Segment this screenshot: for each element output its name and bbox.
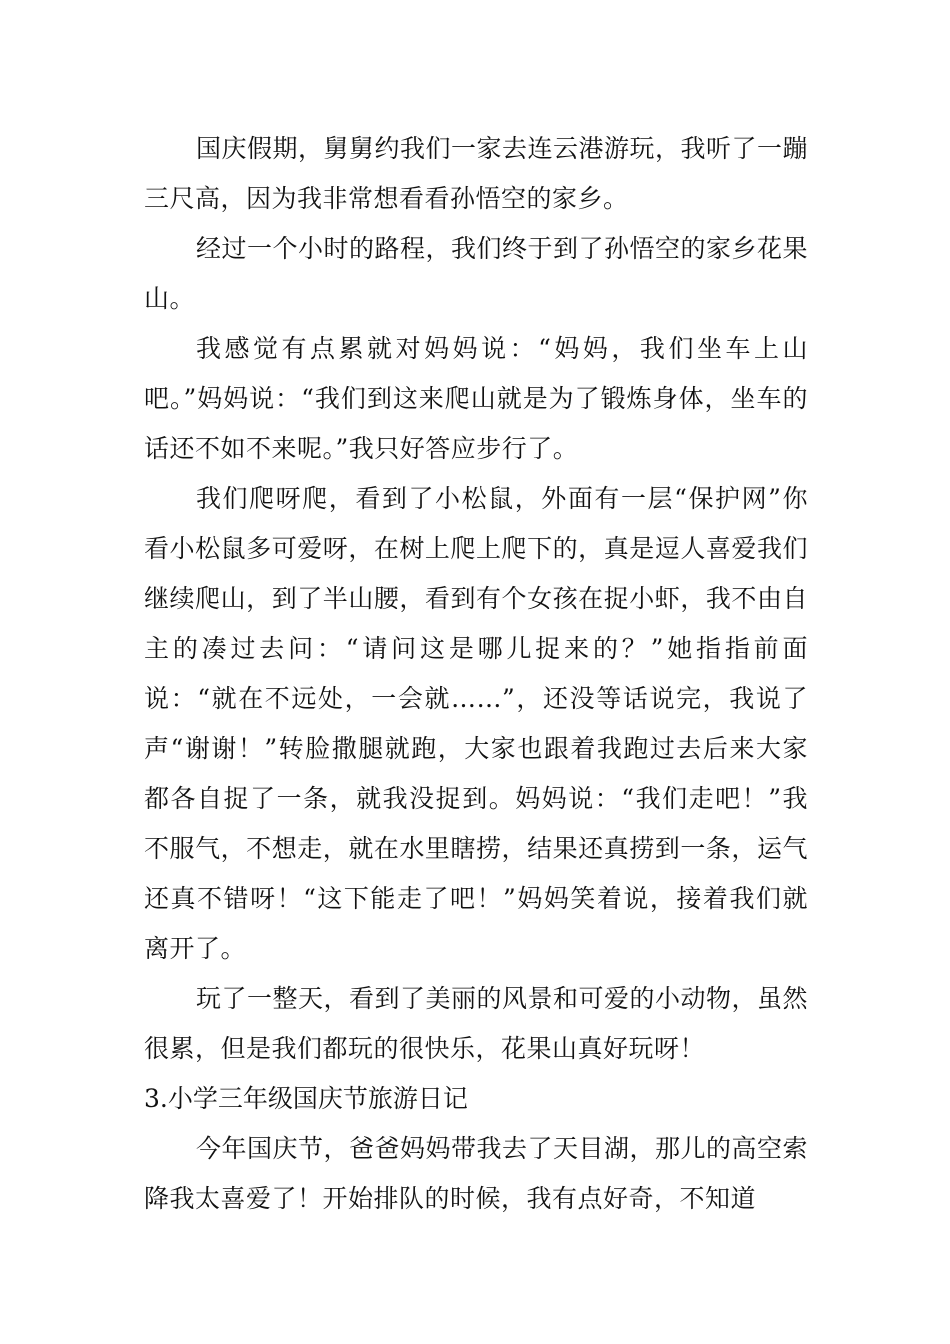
paragraph-3: 我感觉有点累就对妈妈说：“妈妈，我们坐车上山吧。”妈妈说：“我们到这来爬山就是为了锻炼身体，坐车的话还不如不来呢。”我只好答应步行了。 bbox=[144, 334, 808, 463]
paragraph-4: 我们爬呀爬，看到了小松鼠，外面有一层“保护网”你看小松鼠多可爱呀，在树上爬上爬下的，真是逗人喜爱我们继续爬山，到了半山腰，看到有个女孩在捉小虾，我不由自主的凑过去问：“请问这是哪儿捉来的？”她指指前面说：“就在不远处，一会就……”，还没等话说完，我说了声“谢谢！”转脸撒腿就跑，大家也跟着我跑过去后来大家都各自捉了一条，就我没捉到。妈妈说：“我们走吧！”我不服气，不想走，就在水里瞎捞，结果还真捞到一条，运气还真不错呀！“这下能走了吧！”妈妈笑着说，接着我们就离开了。 bbox=[144, 484, 808, 963]
document-body bbox=[144, 124, 808, 1224]
paragraph-5: 玩了一整天，看到了美丽的风景和可爱的小动物，虽然很累，但是我们都玩的很快乐，花果山真好玩呀！ bbox=[144, 984, 809, 1063]
paragraph-1: 国庆假期，舅舅约我们一家去连云港游玩，我听了一蹦三尺高，因为我非常想看看孙悟空的家乡。 bbox=[144, 134, 809, 213]
paragraph-6: 今年国庆节，爸爸妈妈带我去了天目湖，那儿的高空索降我太喜爱了！开始排队的时候，我有点好奇，不知道 bbox=[144, 1134, 809, 1213]
paragraph-2: 经过一个小时的路程，我们终于到了孙悟空的家乡花果山。 bbox=[144, 234, 809, 313]
section-heading: 3.小学三年级国庆节旅游日记 bbox=[144, 1084, 468, 1113]
